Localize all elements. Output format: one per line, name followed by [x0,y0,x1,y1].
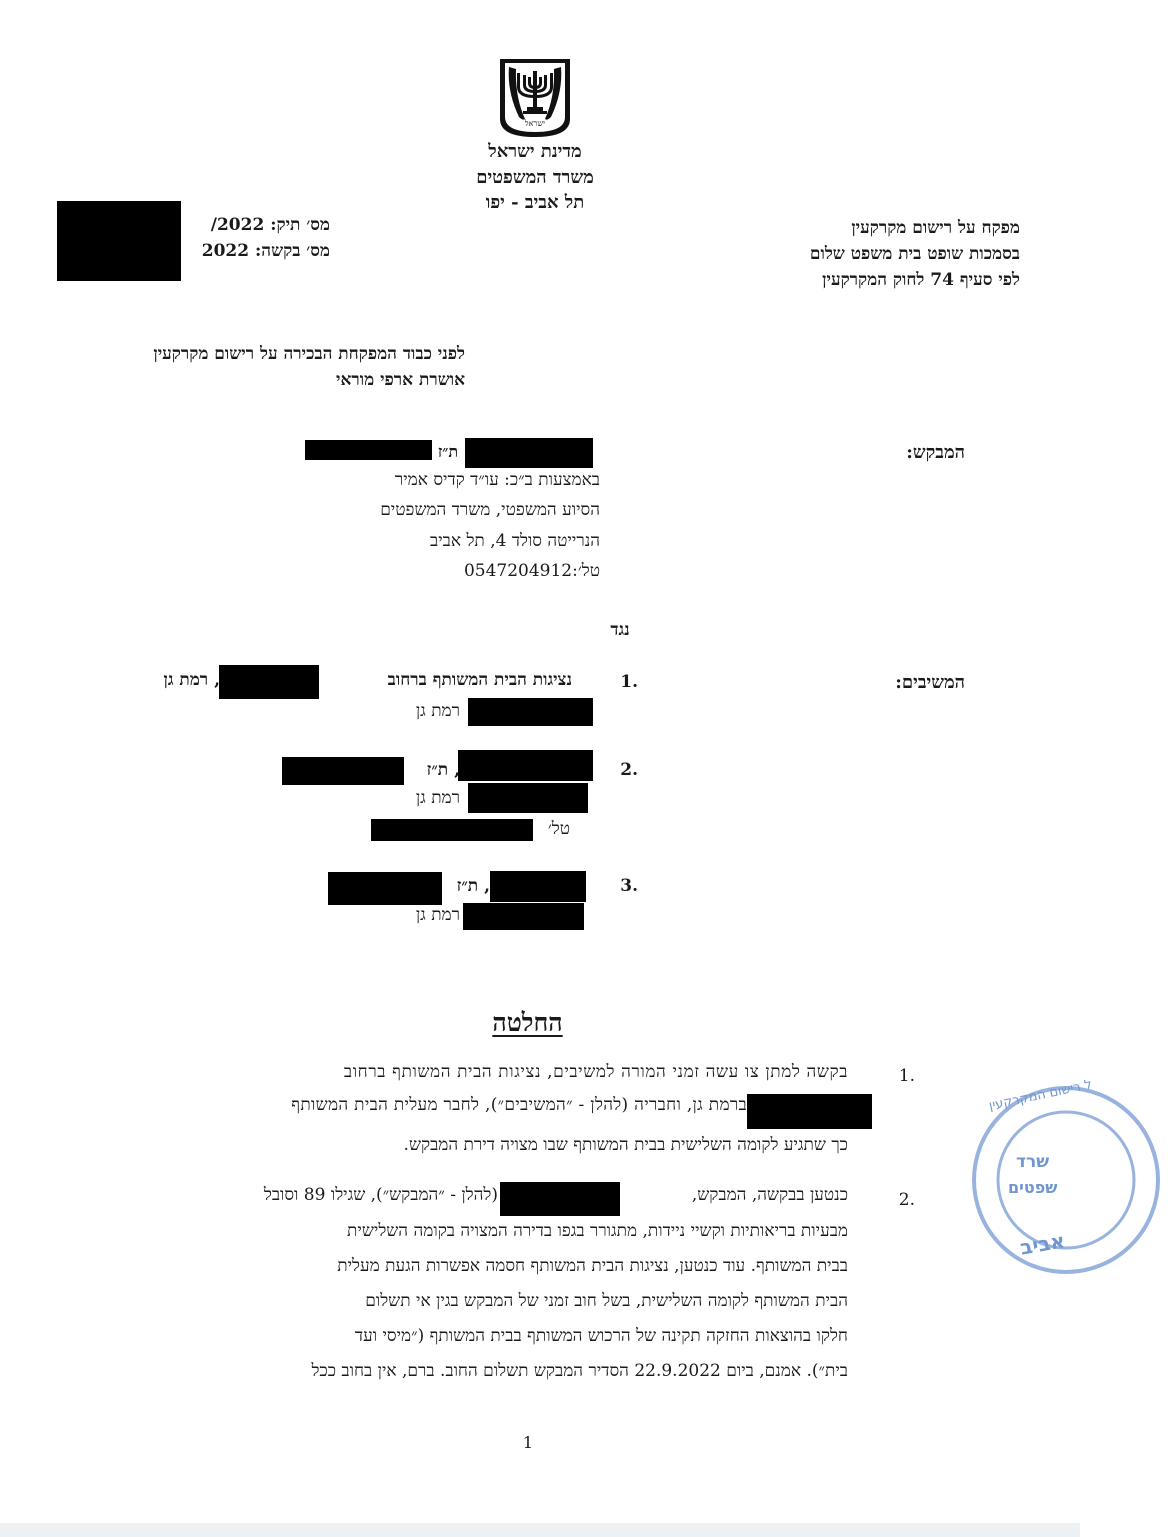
versus: נגד [610,620,630,640]
inspector-title: מפקח על רישום מקרקעין [851,218,1020,238]
inspector-section: לפי סעיף 74 לחוק המקרקעין [822,270,1020,290]
redaction-respondent-1-street [219,665,319,699]
decision-paragraph-1-line-3: כך שתגיע לקומה השלישית בבית המשותף שבו מצויה דירת המבקש. [403,1135,848,1155]
respondent-1-number: 1. [620,672,638,692]
redaction-respondent-2-id [282,757,404,785]
decision-paragraph-2-line-5: חלקו בהוצאות החזקה תקינה של הרכוש המשותף בבית המשותף (״מיסי ועד [354,1326,848,1346]
emblem-caption: ישראל [524,119,546,128]
respondent-1-city-suffix: , רמת גן [163,670,220,690]
respondent-1-name: נציגות הבית המשותף ברחוב [387,670,572,690]
redaction-respondent-3-id [328,872,442,905]
decision-paragraph-2-number: 2. [898,1190,915,1210]
state-emblem [497,57,573,139]
applicant-label: המבקש: [906,442,965,463]
page-number: 1 [522,1433,534,1452]
decision-paragraph-1-line-2: ברמת גן, וחבריה (להלן - ״המשיבים״), לחבר מעלית הבית המשותף [291,1095,747,1115]
decision-paragraph-2-line-4: הבית המשותף לקומה השלישית, בשל חוב זמני של המבקש בגין אי תשלום [365,1291,848,1311]
judge-name: אושרת ארפי מוראי [336,370,465,390]
decision-paragraph-2-line-6: בית״). אמנם, ביום 22.9.2022 הסדיר המבקש תשלום החוב. ברם, אין בחוב ככל [311,1361,848,1381]
redaction-respondent-3-address [463,903,584,930]
respondent-3-city: רמת גן [415,905,460,925]
before-judge: לפני כבוד המפקחת הבכירה על רישום מקרקעין [153,344,465,364]
stamp-ring-text: ל רישום המקרקעין [987,1077,1094,1114]
respondent-3-number: 3. [620,876,638,896]
ministry-line-justice: משרד המשפטים [476,167,594,188]
redaction-file-number [57,201,181,281]
decision-paragraph-2-line-2: מבעיות בריאותיות וקשיי ניידות, מתגורר בגפו בדירה המצויה בקומה השלישית [347,1221,848,1241]
stamp-inner-line-1: שרד [1016,1152,1050,1172]
file-number: מס׳ תיק: 2022/ [210,215,330,235]
decision-paragraph-1-line-1: בקשה למתן צו עשה זמני המורה למשיבים, נציגות הבית המשותף ברחוב [343,1062,848,1082]
applicant-legal-aid: הסיוע המשפטי, משרד המשפטים [380,500,600,520]
redaction-applicant-name [465,438,593,468]
decision-paragraph-2-line-1a: כנטען בבקשה, המבקש, [691,1185,848,1205]
decision-paragraph-1-number: 1. [898,1066,915,1086]
applicant-phone: טל׳:0547204912 [463,561,600,581]
applicant-counsel: באמצעות ב״כ: עו״ד קדיס אמיר [394,470,600,490]
redaction-respondent-2-address [468,783,588,813]
redaction-respondent-2-name [458,750,593,781]
decision-paragraph-2-line-3: בבית המשותף. עוד כנטען, נציגות הבית המשותף חסמה אפשרות הגעת מעלית [337,1256,848,1276]
decision-title: החלטה [492,1008,563,1037]
official-stamp [968,1077,1094,1278]
applicant-id-label: ת״ז [437,442,459,461]
decision-paragraph-2-line-1b: (להלן - ״המבקש״), שגילו 89 וסובל [263,1185,498,1205]
redaction-respondent-1-address [468,698,593,726]
inspector-authority: בסמכות שופט בית משפט שלום [809,244,1020,264]
respondents-label: המשיבים: [895,672,965,693]
stamp-bottom-text: אביב [1018,1228,1067,1260]
stamp-inner-line-2: שפטים [1008,1178,1058,1197]
redaction-applicant-id [305,440,432,460]
redaction-p1-street [747,1094,872,1129]
bottom-edge [0,1523,1080,1537]
redaction-respondent-2-phone [371,819,533,841]
respondent-2-id-label: , ת״ז [426,760,460,780]
respondent-2-city: רמת גן [415,788,460,808]
respondent-2-number: 2. [620,760,638,780]
request-number: מס׳ בקשה: 2022 [201,241,330,261]
respondent-3-id-label: , ת״ז [456,876,490,896]
applicant-address: הנרייטה סולד 4, תל אביב [430,531,600,551]
respondent-1-city: רמת גן [415,701,460,721]
ministry-line-state: מדינת ישראל [488,141,582,162]
respondent-2-phone-label: טל׳ [547,819,570,839]
redaction-p2-applicant-name [500,1182,620,1216]
ministry-line-city: תל אביב - יפו [485,192,585,213]
redaction-respondent-3-name [490,871,586,902]
